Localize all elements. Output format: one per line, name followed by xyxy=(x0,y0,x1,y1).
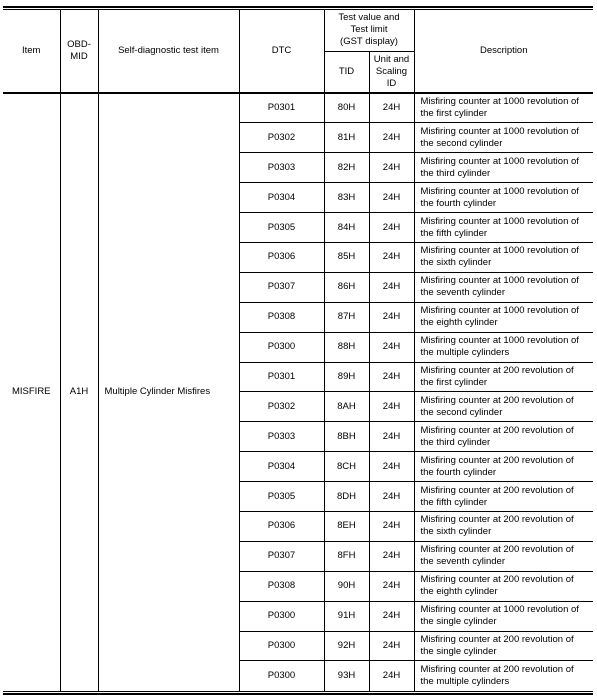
description-cell: Misfiring counter at 200 revolution of the seventh cylinder xyxy=(414,541,593,571)
unit-scaling-cell: 24H xyxy=(369,272,414,302)
description-cell: Misfiring counter at 1000 revolution of the multiple cylinders xyxy=(414,332,593,362)
description-cell: Misfiring counter at 1000 revolution of the eighth cylinder xyxy=(414,302,593,332)
tid-cell: 87H xyxy=(324,302,369,332)
dtc-cell: P0303 xyxy=(239,153,324,183)
diagnostic-table xyxy=(3,10,593,691)
unit-scaling-cell: 24H xyxy=(369,422,414,452)
header-item: Item xyxy=(3,10,60,93)
tid-cell: 8CH xyxy=(324,452,369,482)
description-cell: Misfiring counter at 1000 revolution of the seventh cylinder xyxy=(414,272,593,302)
tid-cell: 85H xyxy=(324,242,369,272)
dtc-cell: P0306 xyxy=(239,242,324,272)
dtc-cell: P0307 xyxy=(239,272,324,302)
dtc-cell: P0308 xyxy=(239,302,324,332)
dtc-cell: P0306 xyxy=(239,511,324,541)
tid-cell: 8DH xyxy=(324,482,369,512)
description-cell: Misfiring counter at 1000 revolution of the second cylinder xyxy=(414,123,593,153)
header-row xyxy=(3,10,593,51)
dtc-cell: P0304 xyxy=(239,183,324,213)
tid-cell: 80H xyxy=(324,93,369,123)
description-cell: Misfiring counter at 200 revolution of the first cylinder xyxy=(414,362,593,392)
dtc-cell: P0304 xyxy=(239,452,324,482)
description-cell: Misfiring counter at 1000 revolution of the first cylinder xyxy=(414,93,593,123)
header-unit-scaling-id: Unit and Scaling ID xyxy=(369,51,414,93)
table-bottom-rule xyxy=(3,691,593,695)
tid-cell: 82H xyxy=(324,153,369,183)
unit-scaling-cell: 24H xyxy=(369,332,414,362)
tid-cell: 92H xyxy=(324,631,369,661)
description-cell: Misfiring counter at 1000 revolution of the fourth cylinder xyxy=(414,183,593,213)
tid-cell: 89H xyxy=(324,362,369,392)
header-description: Description xyxy=(414,10,593,93)
unit-scaling-cell: 24H xyxy=(369,302,414,332)
unit-scaling-cell: 24H xyxy=(369,511,414,541)
description-cell: Misfiring counter at 1000 revolution of the third cylinder xyxy=(414,153,593,183)
tid-cell: 83H xyxy=(324,183,369,213)
tid-cell: 93H xyxy=(324,661,369,691)
unit-scaling-cell: 24H xyxy=(369,661,414,691)
description-cell: Misfiring counter at 200 revolution of the multiple cylinders xyxy=(414,661,593,691)
unit-scaling-cell: 24H xyxy=(369,631,414,661)
header-test-value-group: Test value and Test limit (GST display) xyxy=(324,10,414,51)
unit-scaling-cell: 24H xyxy=(369,213,414,243)
header-self-diagnostic-test-item: Self-diagnostic test item xyxy=(98,10,239,93)
dtc-cell: P0300 xyxy=(239,332,324,362)
description-cell: Misfiring counter at 1000 revolution of the fifth cylinder xyxy=(414,213,593,243)
dtc-cell: P0300 xyxy=(239,661,324,691)
tid-cell: 88H xyxy=(324,332,369,362)
obd-mid-cell: A1H xyxy=(60,93,98,691)
dtc-cell: P0302 xyxy=(239,392,324,422)
unit-scaling-cell: 24H xyxy=(369,601,414,631)
table-body xyxy=(3,93,593,691)
item-cell: MISFIRE xyxy=(11,386,51,398)
dtc-cell: P0301 xyxy=(239,362,324,392)
unit-scaling-cell: 24H xyxy=(369,93,414,123)
tid-cell: 81H xyxy=(324,123,369,153)
dtc-cell: P0301 xyxy=(239,93,324,123)
table-row xyxy=(3,93,593,123)
dtc-cell: P0305 xyxy=(239,482,324,512)
tid-cell: 8BH xyxy=(324,422,369,452)
unit-scaling-cell: 24H xyxy=(369,123,414,153)
unit-scaling-cell: 24H xyxy=(369,362,414,392)
diagnostic-table-container xyxy=(3,6,593,695)
tid-cell: 90H xyxy=(324,571,369,601)
unit-scaling-cell: 24H xyxy=(369,153,414,183)
unit-scaling-cell: 24H xyxy=(369,541,414,571)
tid-cell: 91H xyxy=(324,601,369,631)
unit-scaling-cell: 24H xyxy=(369,482,414,512)
description-cell: Misfiring counter at 200 revolution of the second cylinder xyxy=(414,392,593,422)
dtc-cell: P0302 xyxy=(239,123,324,153)
header-dtc: DTC xyxy=(239,10,324,93)
description-cell: Misfiring counter at 1000 revolution of the single cylinder xyxy=(414,601,593,631)
dtc-cell: P0303 xyxy=(239,422,324,452)
description-cell: Misfiring counter at 200 revolution of the third cylinder xyxy=(414,422,593,452)
dtc-cell: P0307 xyxy=(239,541,324,571)
tid-cell: 84H xyxy=(324,213,369,243)
tid-cell: 8FH xyxy=(324,541,369,571)
header-tid: TID xyxy=(324,51,369,93)
tid-cell: 8EH xyxy=(324,511,369,541)
unit-scaling-cell: 24H xyxy=(369,183,414,213)
tid-cell: 86H xyxy=(324,272,369,302)
unit-scaling-cell: 24H xyxy=(369,452,414,482)
description-cell: Misfiring counter at 200 revolution of the fifth cylinder xyxy=(414,482,593,512)
unit-scaling-cell: 24H xyxy=(369,571,414,601)
tid-cell: 8AH xyxy=(324,392,369,422)
unit-scaling-cell: 24H xyxy=(369,392,414,422)
unit-scaling-cell: 24H xyxy=(369,242,414,272)
dtc-cell: P0300 xyxy=(239,601,324,631)
self-diagnostic-item-cell: Multiple Cylinder Misfires xyxy=(98,93,239,691)
description-cell: Misfiring counter at 200 revolution of the sixth cylinder xyxy=(414,511,593,541)
dtc-cell: P0308 xyxy=(239,571,324,601)
description-cell: Misfiring counter at 200 revolution of the single cylinder xyxy=(414,631,593,661)
dtc-cell: P0300 xyxy=(239,631,324,661)
description-cell: Misfiring counter at 200 revolution of the eighth cylinder xyxy=(414,571,593,601)
description-cell: Misfiring counter at 1000 revolution of the sixth cylinder xyxy=(414,242,593,272)
description-cell: Misfiring counter at 200 revolution of the fourth cylinder xyxy=(414,452,593,482)
header-obd-mid: OBD- MID xyxy=(60,10,98,93)
dtc-cell: P0305 xyxy=(239,213,324,243)
